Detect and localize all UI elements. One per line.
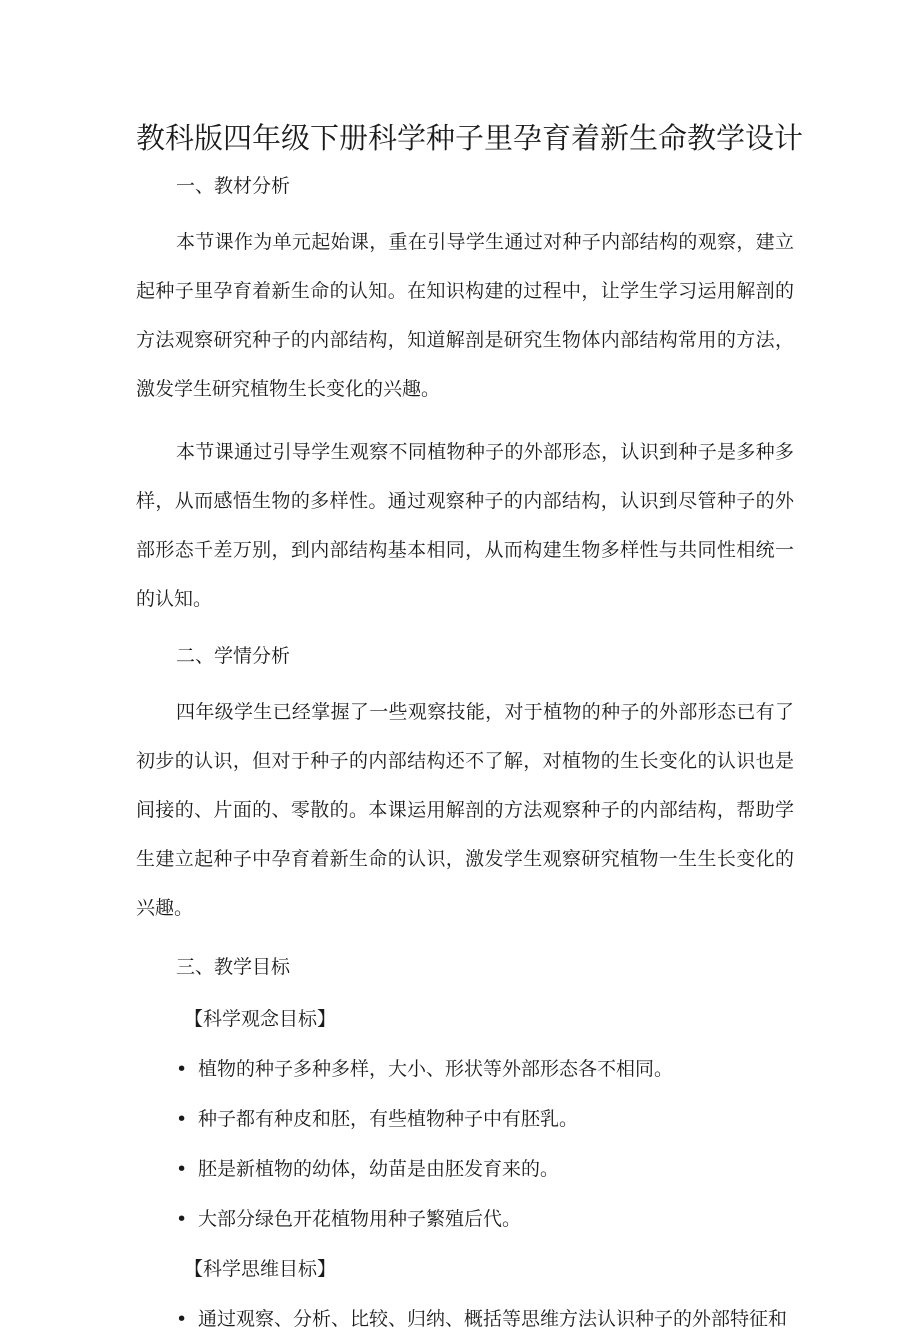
bullet-icon: • [176,1208,188,1230]
bullet-icon: • [176,1108,188,1130]
bullet-icon: • [176,1158,188,1180]
section-heading-teaching-material: 一、教材分析 [176,175,291,197]
bullet-icon: • [176,1308,188,1330]
list-item: • 植物的种子多种多样，大小、形状等外部形态各不相同。 [136,1051,794,1087]
paragraph: 本节课通过引导学生观察不同植物种子的外部形态，认识到种子是多种多样，从而感悟生物的多样性。通过观察种子的内部结构，认识到尽管种子的外部形态千差万别，到内部结构基本相同，从而构建生物多样性与共同性相统一的认知。 [136,441,794,610]
bullet-icon: • [176,1058,188,1080]
list-item: • 胚是新植物的幼体，幼苗是由胚发育来的。 [136,1151,794,1187]
section-heading-student-analysis: 二、学情分析 [176,645,291,667]
paragraph: 四年级学生已经掌握了一些观察技能，对于植物的种子的外部形态已有了初步的认识，但对于种子的内部结构还不了解，对植物的生长变化的认识也是间接的、片面的、零散的。本课运用解剖的方法观察种子的内部结构，帮助学生建立起种子中孕育着新生命的认识，激发学生观察研究植物一生生长变化的兴趣。 [136,701,794,919]
subsection-label-science-concept: 【科学观念目标】 [184,1008,337,1030]
document-title: 教科版四年级下册科学种子里孕育着新生命教学设计 [136,121,804,155]
list-item: • 通过观察、分析、比较、归纳、概括等思维方法认识种子的外部特征和 [136,1301,794,1337]
section-heading-teaching-goals: 三、教学目标 [176,956,291,978]
list-item: • 种子都有种皮和胚，有些植物种子中有胚乳。 [136,1101,794,1137]
document-body [136,168,794,1337]
list-item: • 大部分绿色开花植物用种子繁殖后代。 [136,1201,794,1237]
paragraph: 本节课作为单元起始课，重在引导学生通过对种子内部结构的观察，建立起种子里孕育着新生命的认知。在知识构建的过程中，让学生学习运用解剖的方法观察研究种子的内部结构，知道解剖是研究生物体内部结构常用的方法，激发学生研究植物生长变化的兴趣。 [136,231,794,400]
subsection-label-science-thinking: 【科学思维目标】 [184,1258,337,1280]
